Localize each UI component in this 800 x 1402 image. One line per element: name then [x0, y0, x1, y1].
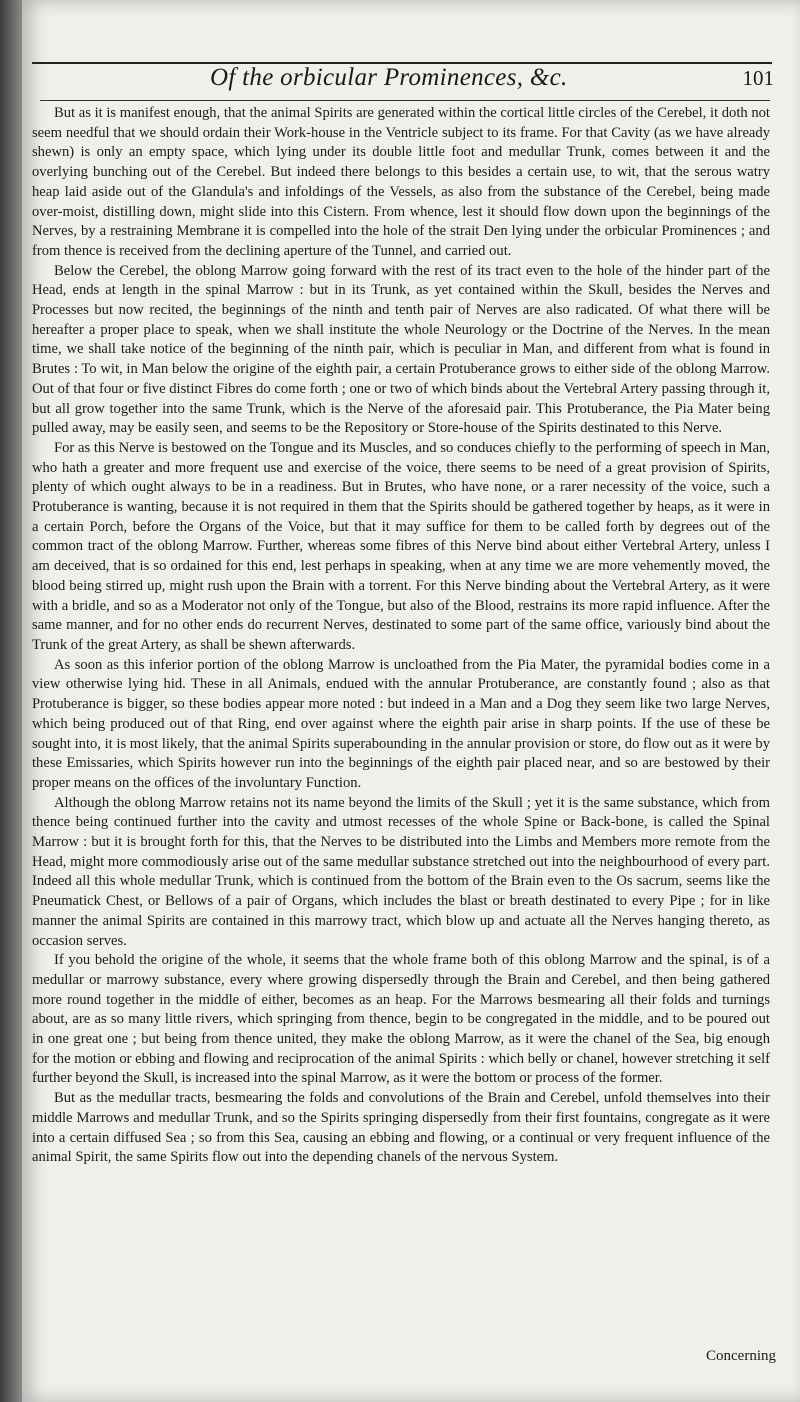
running-head: Of the orbicular Prominences, &c.	[210, 64, 568, 91]
body-text	[32, 104, 770, 1168]
page-number: 101	[742, 66, 774, 90]
paragraph-5: Although the oblong Marrow retains not its name beyond the limits of the Skull ; yet it is the same substance, which from thence being continued further into the cavity and utmost recesses of the whole Spine or Back-bone, is called the Spinal Marrow : but it is brought forth for this, that the Nerves to be distributed into the Limbs and Members more remote from the Head, might more commodiously arise out of the same medullar substance stretched out into the neighbourhood of every part. Indeed all this whole medullar Trunk, which is continued from the bottom of the Brain even to the Os sacrum, seems like the Pneumatick Chest, or Bellows of a pair of Organs, which includes the blast or breath destinated to every Pipe ; for in like manner the animal Spirits are contained in this marrowy tract, which blow up and actuate all the Nerves hanging thereto, as occasion serves.	[32, 794, 770, 949]
paragraph-6: If you behold the origine of the whole, it seems that the whole frame both of this oblong Marrow and the spinal, is of a medullar or marrowy substance, every where growing dispersedly through the Brain and Cerebel, and then being gathered more round together in the middle of either, becomes as an heap. For the Marrows besmearing all their folds and turnings about, are as so many little rivers, which springing from thence, begin to be congregated in the middle, and to be poured out in one great one ; but being from thence united, they make the oblong Marrow, as it were the chanel of the Sea, big enough for the motion or ebbing and flowing and reciprocation of the animal Spirits : which belly or chanel, however stretching it self further beyond the Skull, is increased into the spinal Marrow, as it were the bottom or process of the former.	[32, 952, 770, 1087]
paragraph-7: But as the medullar tracts, besmearing the folds and convolutions of the Brain and Cerebel, unfold themselves into their middle Marrows and medullar Trunk, and so the Spirits springing dispersedly from their first fountains, congregate as it were into a certain diffused Sea ; so from this Sea, causing an ebbing and flowing, or a continual or very frequent influence of the animal Spirit, the same Spirits flow out into the depending chanels of the nervous System.	[32, 1090, 770, 1166]
book-gutter	[0, 0, 22, 1402]
paragraph-1: But as it is manifest enough, that the animal Spirits are generated within the cortical little circles of the Cerebel, it doth not seem needful that we should ordain their Work-house in the Ventricle subject to its frame. For that Cavity (as we have already shewn) is only an empty space, which lying under its double little foot and medullar Trunk, comes between it and the overlying bunching out of the Cerebel. But indeed there belongs to this besides a certain use, to wit, that the serous watry heap laid aside out of the Glandula's and infoldings of the Vessels, as also from the substance of the Cerebel, being made over-moist, distilling down, might slide into this Cistern. From whence, lest it should flow down upon the beginnings of the Nerves, by a restraining Membrane it is compelled into the hole of the strait Den lying under the orbicular Prominences ; and from thence is received from the declining aperture of the Tunnel, and carried out.	[32, 105, 770, 259]
paragraph-3: For as this Nerve is bestowed on the Tongue and its Muscles, and so conduces chiefly to the performing of speech in Man, who hath a greater and more frequent use and exercise of the voice, there seems to be need of a great provision of Spirits, plenty of which ought always to be in a readiness. But in Brutes, who have none, or a rarer necessity of the voice, such a Protuberance is wanting, because it is not required in them that the Spirits should be gathered together by heaps, as it were in a certain Porch, before the Organs of the Voice, but that it may suffice for them to be called forth by degrees out of the common tract of the oblong Marrow. Further, whereas some fibres of this Nerve bind about either Vertebral Artery, unless I am deceived, that is so ordained for this end, lest perhaps in speaking, when at any time we are more vehemently moved, the blood being stirred up, might rush upon the Brain with a torrent. For this Nerve binding about the Vertebral Artery, as it were with a bridle, and so as a Moderator not only of the Tongue, but also of the Blood, restrains its more rapid influence. After the same manner, and for no other ends do recurrent Nerves, destinated to some part of the same office, variously bind about the Trunk of the great Artery, as shall be shewn afterwards.	[32, 439, 770, 653]
paragraph-4: As soon as this inferior portion of the oblong Marrow is uncloathed from the Pia Mater, the pyramidal bodies come in a view otherwise lying hid. These in all Animals, endued with the annular Protuberance, are constantly found ; also as that Protuberance is bigger, so these bodies appear more noted : but indeed in a Man and a Dog they seem like two large Nerves, which being produced out of that Ring, end over against where the eighth pair arise in sharp points. If the use of these be sought into, it is most likely, that the animal Spirits superabounding in the annular provision or store, do flow out as it were by these Emissaries, which Spirits however run into the beginnings of the eighth pair placed near, and so are bestowed by their proper means on the offices of the involuntary Function.	[32, 656, 770, 791]
paragraph-2: Below the Cerebel, the oblong Marrow going forward with the rest of its tract even to the hole of the hinder part of the Head, ends at length in the spinal Marrow : but in its Trunk, as yet contained within the Skull, besides the Nerves and Processes but now recited, the beginnings of the ninth and tenth pair of Nerves are also radicated. Of what there will be hereafter a proper place to speak, when we shall institute the whole Neurology or the Doctrine of the Nerves. In the mean time, we shall take notice of the beginning of the ninth pair, which is peculiar in Man, and different from what is found in Brutes : To wit, in Man below the origine of the eighth pair, a certain Protuberance grows to either side of the oblong Marrow. Out of that four or five distinct Fibres do come forth ; one or two of which binds about the Vertebral Artery passing through it, but all grow together into the same Trunk, which is the Nerve of the aforesaid pair. This Protuberance, the Pia Mater being pulled away, may be easily seen, and seems to be the Repository or Store-house of the Spirits destinated to this Nerve.	[32, 262, 770, 437]
header-rule-bottom	[40, 100, 770, 101]
catchword: Concerning	[706, 1348, 776, 1364]
